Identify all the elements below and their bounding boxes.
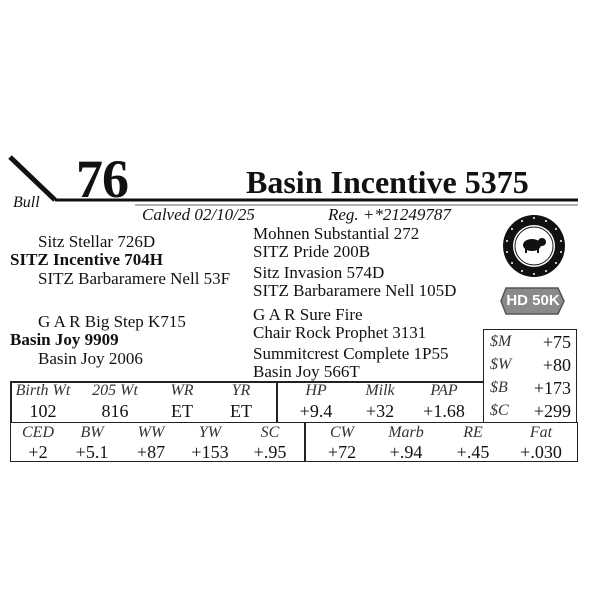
performance-header: HP: [305, 382, 327, 399]
epd-value: +.45: [456, 442, 490, 462]
epd-value: +.95: [253, 442, 287, 462]
calved-date: Calved 02/10/25: [142, 205, 255, 224]
pedigree-sire-dam: SITZ Barbaramere Nell 53F: [38, 269, 231, 288]
pedigree-dam: Basin Joy 9909: [10, 330, 119, 349]
epd-header: CED: [22, 424, 54, 441]
pedigree-right-line: SITZ Pride 200B: [253, 242, 371, 261]
epd-value: +.030: [520, 442, 562, 462]
lot-number: 76: [76, 149, 128, 209]
epd-header: Marb: [388, 424, 424, 441]
performance-header: 205 Wt: [92, 382, 138, 399]
epd-header: SC: [260, 424, 280, 441]
performance-value: +9.4: [299, 401, 333, 421]
index-value: +80: [542, 355, 571, 375]
epd-header: YW: [198, 424, 222, 441]
registration-number: Reg. +*21249787: [328, 205, 451, 224]
performance-header: YR: [231, 382, 251, 399]
pedigree-right-line: Basin Joy 566T: [253, 362, 360, 381]
performance-value: 102: [29, 401, 57, 421]
pedigree-right-line: SITZ Barbaramere Nell 105D: [253, 281, 457, 300]
index-label: $W: [490, 356, 512, 373]
animal-class: Bull: [13, 194, 40, 211]
epd-value: +.94: [389, 442, 423, 462]
pedigree-sire-sire: Sitz Stellar 726D: [38, 232, 156, 251]
performance-header: WR: [170, 382, 194, 399]
index-label: $B: [490, 379, 508, 396]
pedigree-sire: SITZ Incentive 704H: [10, 250, 164, 269]
index-value: +173: [533, 378, 571, 398]
pedigree-dam-sire: G A R Big Step K715: [38, 312, 186, 331]
pedigree-right-line: G A R Sure Fire: [253, 305, 363, 324]
performance-value: +1.68: [423, 401, 465, 421]
epd-table-divider: [304, 422, 306, 462]
epd-header: Fat: [529, 424, 553, 441]
pedigree-right-line: Sitz Invasion 574D: [253, 263, 385, 282]
index-label: $C: [490, 402, 509, 419]
hd50k-badge: [500, 286, 566, 316]
index-label: $M: [490, 333, 512, 350]
epd-value: +72: [327, 442, 357, 462]
epd-value: +153: [191, 442, 229, 462]
animal-name: Basin Incentive 5375: [246, 164, 529, 200]
index-value: +299: [533, 401, 571, 421]
hd50k-label: HD 50K: [506, 292, 560, 309]
performance-value: 816: [101, 401, 129, 421]
certified-angus-beef-logo: [502, 214, 566, 278]
epd-value: +2: [28, 442, 48, 462]
performance-header: PAP: [430, 382, 458, 399]
pedigree-right-line: Summitcrest Complete 1P55: [253, 344, 449, 363]
pedigree-right-line: Mohnen Substantial 272: [253, 224, 420, 243]
pedigree-dam-dam: Basin Joy 2006: [38, 349, 143, 368]
epd-header: WW: [137, 424, 165, 441]
index-value: +75: [542, 332, 571, 352]
performance-value: ET: [171, 401, 193, 421]
pedigree-right-line: Chair Rock Prophet 3131: [253, 323, 427, 342]
performance-value: ET: [230, 401, 252, 421]
epd-header: RE: [463, 424, 483, 441]
performance-header: Birth Wt: [15, 382, 71, 399]
epd-header: CW: [330, 424, 354, 441]
epd-value: +87: [136, 442, 166, 462]
epd-value: +5.1: [75, 442, 109, 462]
epd-header: BW: [80, 424, 104, 441]
performance-value: +32: [365, 401, 395, 421]
performance-header: Milk: [365, 382, 395, 399]
performance-table-divider: [276, 381, 278, 423]
